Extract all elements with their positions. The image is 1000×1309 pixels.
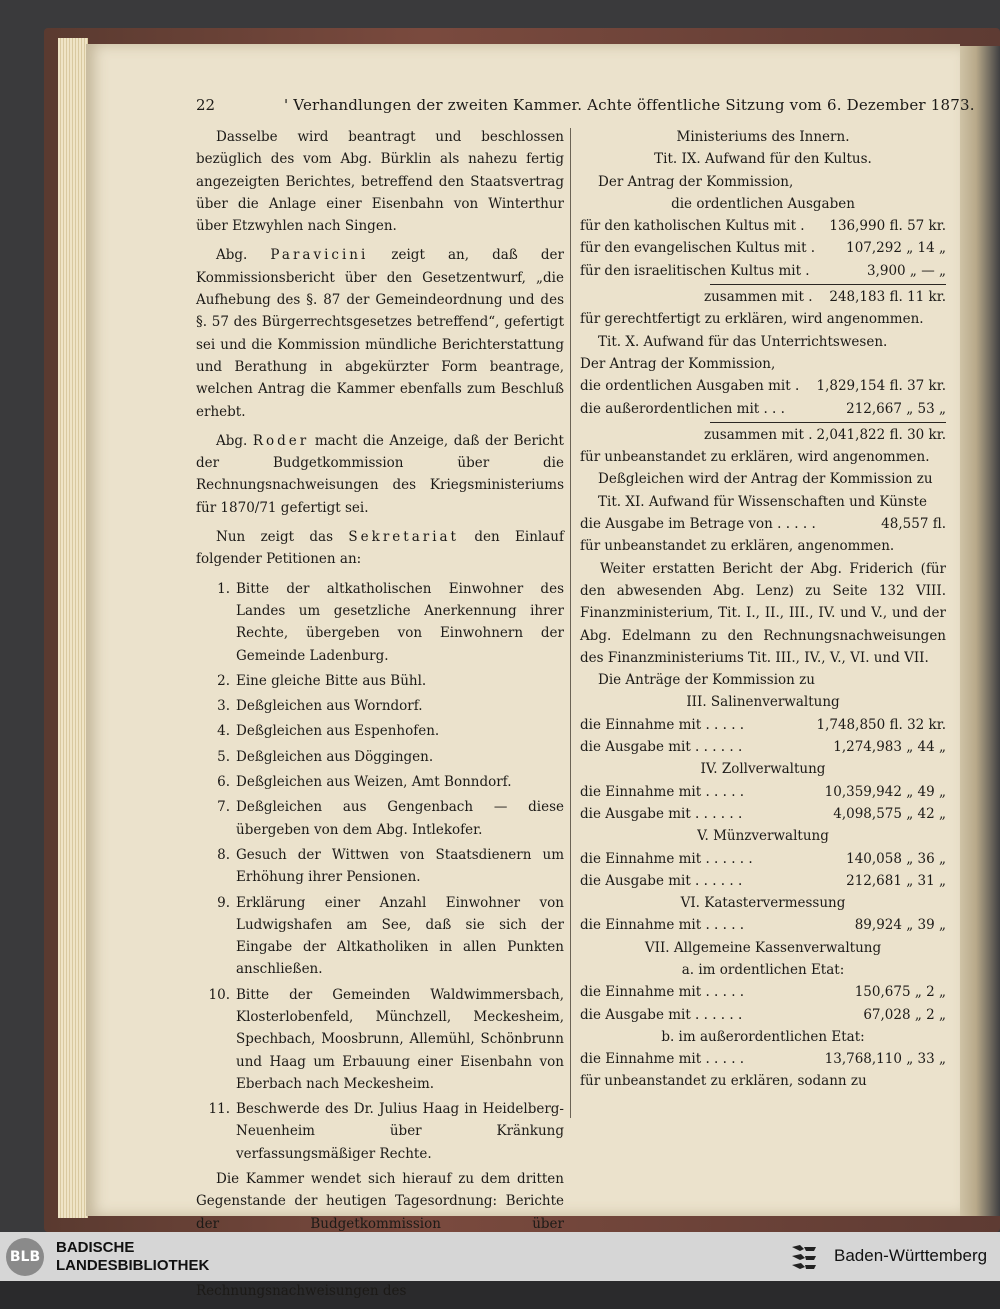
table-row [580,714,946,736]
section-title: VII. Allgemeine Kassenverwaltung [644,939,882,956]
blb-line2: LANDESBIBLIOTHEK [56,1257,210,1274]
text: Rechnungsnachweisungen des [196,1282,407,1299]
section-subtitle: b. im außerordentlichen Etat: [661,1028,865,1045]
row-value: 107,292 „ 14 „ [846,240,946,257]
row-value: 1,274,983 „ 44 „ [833,739,946,756]
list-item [196,1098,564,1165]
item-text: Bitte der altkatholischen Einwohner des Landes um gesetzliche Anerkennung ihrer Rechte, übergeben von Einwohnern der Gemeinde Ladenburg. [236,580,564,664]
row-value: 3,900 „ — „ [866,262,946,279]
paragraph-roder [196,430,564,519]
total-row [580,286,946,308]
item-number: 4. [217,723,230,740]
section-title: III. Salinenverwaltung [686,694,840,711]
row-label: die Einnahme mit . . . . . [580,1051,745,1068]
list-item [196,844,564,889]
paragraph-sekretariat [196,526,564,571]
bw-label[interactable]: Baden-Württemberg [834,1246,988,1265]
text-line: Die Anträge der Kommission zu [598,672,815,689]
row-value: 248,183 fl. 11 kr. [829,289,946,306]
row-value: 13,768,110 „ 33 „ [824,1051,946,1068]
item-number: 11. [208,1101,230,1118]
row-value: 10,359,942 „ 49 „ [824,783,946,800]
row-label: die ordentlichen Ausgaben mit . [580,378,800,395]
item-number: 2. [217,672,230,689]
section-zoll [580,758,946,825]
item-number: 8. [217,846,230,863]
text-line: für gerechtfertigt zu erklären, wird angenommen. [580,311,924,328]
lions-crest-icon [788,1241,820,1273]
table-row [580,398,946,420]
section-heading: Ministeriums des Innern. [676,129,850,145]
section-kassen [580,937,946,1071]
list-item [196,771,564,793]
title-heading: Tit. XI. Aufwand für Wissenschaften und Künste [598,493,927,510]
section-title: IV. Zollverwaltung [700,761,826,778]
section-salinen [580,691,946,758]
row-label: die Einnahme mit . . . . . [580,716,745,733]
item-number: 6. [217,774,230,791]
table-row [580,513,946,535]
item-number: 1. [217,580,230,597]
table-row [580,848,946,870]
item-text: Deßgleichen aus Weizen, Amt Bonndorf. [236,774,512,791]
item-text: Deßgleichen aus Espenhofen. [236,723,440,740]
item-text: Beschwerde des Dr. Julius Haag in Heidelberg-Neuenheim über Kränkung verfassungsmäßiger Rechte. [236,1101,564,1162]
table-row [580,1048,946,1070]
item-text: Gesuch der Wittwen von Staatsdienern um Erhöhung ihrer Pensionen. [236,846,564,886]
table-row [580,803,946,825]
sum-rule [710,422,946,423]
item-text: Eine gleiche Bitte aus Bühl. [236,672,427,689]
table-row [580,914,946,936]
page-edges [58,38,88,1218]
speaker-name: Paravicini [270,247,369,264]
item-text: Deßgleichen aus Gengenbach — diese übergeben von dem Abg. Intlekofer. [236,799,564,838]
text-line: Der Antrag der Kommission, [580,355,776,372]
list-item [196,984,564,1095]
speaker-name: Roder [252,432,310,449]
page-number: 22 [196,96,216,114]
petition-list [196,578,564,1165]
column-divider [570,128,571,1118]
item-number: 7. [217,799,230,816]
item-text: Bitte der Gemeinden Waldwimmersbach, Klosterlobenfeld, Münchzell, Meckesheim, Spechbach, Moosbrunn, Allemühl, Schönbrunn und Haag um Erbauung einer Eisenbahn von Eberbach nach Meckesheim. [236,986,564,1092]
sum-rule [710,284,946,285]
table-row [580,215,946,237]
table-row [580,260,946,282]
total-row [580,424,946,446]
table-row [580,1004,946,1026]
list-item [196,578,564,667]
text: Abg. [216,247,271,264]
right-page-edge [960,46,1000,1216]
text-line: Deßgleichen wird der Antrag der Kommission zu [598,471,933,488]
row-value: 140,058 „ 36 „ [846,850,946,867]
table-row [580,870,946,892]
row-value: 212,667 „ 53 „ [846,400,946,417]
list-item [196,670,564,692]
row-label: zusammen mit . [704,289,813,306]
table-row [580,981,946,1003]
row-label: die Ausgabe mit . . . . . . [580,872,743,889]
header-title: ' Verhandlungen der zweiten Kammer. Achte öffentliche Sitzung vom 6. Dezember 1873. [284,96,975,114]
text: Abg. [216,432,253,449]
left-column [196,126,564,1309]
text-line: für unbeanstandet zu erklären, sodann zu [580,1073,867,1090]
text-line: Der Antrag der Kommission, [598,173,794,190]
item-number: 5. [217,748,230,765]
text-line: für unbeanstandet zu erklären, wird angenommen. [580,449,930,466]
row-label: die Ausgabe mit . . . . . . [580,739,743,756]
running-header [196,96,975,118]
right-column [580,126,946,1093]
item-number: 10. [208,986,230,1003]
row-value: 136,990 fl. 57 kr. [829,218,946,235]
list-item [196,720,564,742]
item-number: 9. [217,894,230,911]
title-heading: Tit. IX. Aufwand für den Kultus. [654,151,872,168]
row-value: 150,675 „ 2 „ [854,984,946,1001]
row-value: 1,748,850 fl. 32 kr. [816,716,946,733]
row-label: die Einnahme mit . . . . . . [580,850,753,867]
title-heading: Tit. X. Aufwand für das Unterrichtswesen. [598,333,888,350]
list-item [196,892,564,981]
row-label: die Einnahme mit . . . . . [580,917,745,934]
row-label: für den evangelischen Kultus mit . [580,240,816,257]
item-text: Deßgleichen aus Worndorf. [236,698,423,715]
row-label: die Ausgabe mit . . . . . . [580,1006,743,1023]
table-row [580,781,946,803]
footer-bar [0,1232,1000,1281]
item-text: Erklärung einer Anzahl Einwohner von Ludwigshafen am See, daß sie sich der Eingabe der Altkatholiken in allen Punkten anschließen. [236,894,564,978]
row-label: für den israelitischen Kultus mit . [580,262,810,279]
row-value: 4,098,575 „ 42 „ [833,805,946,822]
table-row [580,375,946,397]
text: Die Kammer wendet sich hierauf zu dem dritten Gegenstande der heutigen Tagesordnung: Berichte der Budgetkommission über [196,1171,564,1232]
text-line: für unbeanstandet zu erklären, angenommen. [580,538,895,555]
paragraph-weiter: Weiter erstatten Bericht der Abg. Friderich (für den abwesenden Abg. Lenz) zu Seite 132 VIII. Finanzministerium, Tit. I., II., III., IV. und V., und der Abg. Edelmann zu den Rechnungsnachweisungen des Finanzministeriums Tit. III., IV., V., VI. und VII. [580,560,946,666]
row-value: 2,041,822 fl. 30 kr. [816,426,946,443]
item-number: 3. [217,698,230,715]
list-item [196,796,564,841]
text: Nun zeigt das [216,529,349,546]
row-value: 48,557 fl. [881,516,946,533]
row-value: 1,829,154 fl. 37 kr. [816,378,946,395]
section-title: V. Münzverwaltung [697,828,829,845]
row-label: zusammen mit . [704,426,813,443]
speaker-name: Sekretariat [348,529,459,546]
list-item [196,695,564,717]
blb-logo[interactable]: BLB [6,1238,44,1276]
section-kataster [580,892,946,937]
row-value: 67,028 „ 2 „ [863,1006,946,1023]
section-title: VI. Katastervermessung [680,895,846,912]
section-muenz [580,825,946,892]
blb-name[interactable] [56,1239,209,1275]
table-row [580,736,946,758]
text: zeigt an, daß der Kommissionsbericht über den Gesetzentwurf, „die Aufhebung des §. 87 der Gemeindeordnung und des §. 57 des Bürgerrechtsgesetzes betreffend“, gefertigt sei und die Kommission mündliche Berichterstattung und Berathung in abgekürzter Form beantrage, welchen Antrag die Kammer ebenfalls zum Beschluß erhebt. [196,247,564,420]
row-label: die Einnahme mit . . . . . [580,783,745,800]
text: macht die Anzeige, daß der Bericht der Budgetkommission über die Rechnungsnachweisungen des Kriegsministeriums für 1870/71 gefertigt sei. [196,432,564,516]
list-item [196,746,564,768]
row-label: die Ausgabe im Betrage von . . . . . [580,516,816,533]
text: den Einlauf folgender Petitionen an: [196,529,564,568]
row-value: 212,681 „ 31 „ [846,872,946,889]
section-subtitle: a. im ordentlichen Etat: [681,961,845,978]
blb-line1: BADISCHE [56,1239,135,1256]
row-label: für den katholischen Kultus mit . [580,218,805,235]
paragraph-paravicini [196,244,564,422]
row-label: die Ausgabe mit . . . . . . [580,805,743,822]
paragraph-bürklin: Dasselbe wird beantragt und beschlossen bezüglich des vom Abg. Bürklin als nahezu fertig angezeigten Berichtes, betreffend den Staatsvertrag über die Anlage einer Eisenbahn von Winterthur über Etzwyhlen nach Singen. [196,129,564,235]
text-line: die ordentlichen Ausgaben [671,195,855,212]
row-label: die Einnahme mit . . . . . [580,984,745,1001]
item-text: Deßgleichen aus Döggingen. [236,748,434,765]
row-value: 89,924 „ 39 „ [854,917,946,934]
table-row [580,237,946,259]
row-label: die außerordentlichen mit . . . [580,400,785,417]
